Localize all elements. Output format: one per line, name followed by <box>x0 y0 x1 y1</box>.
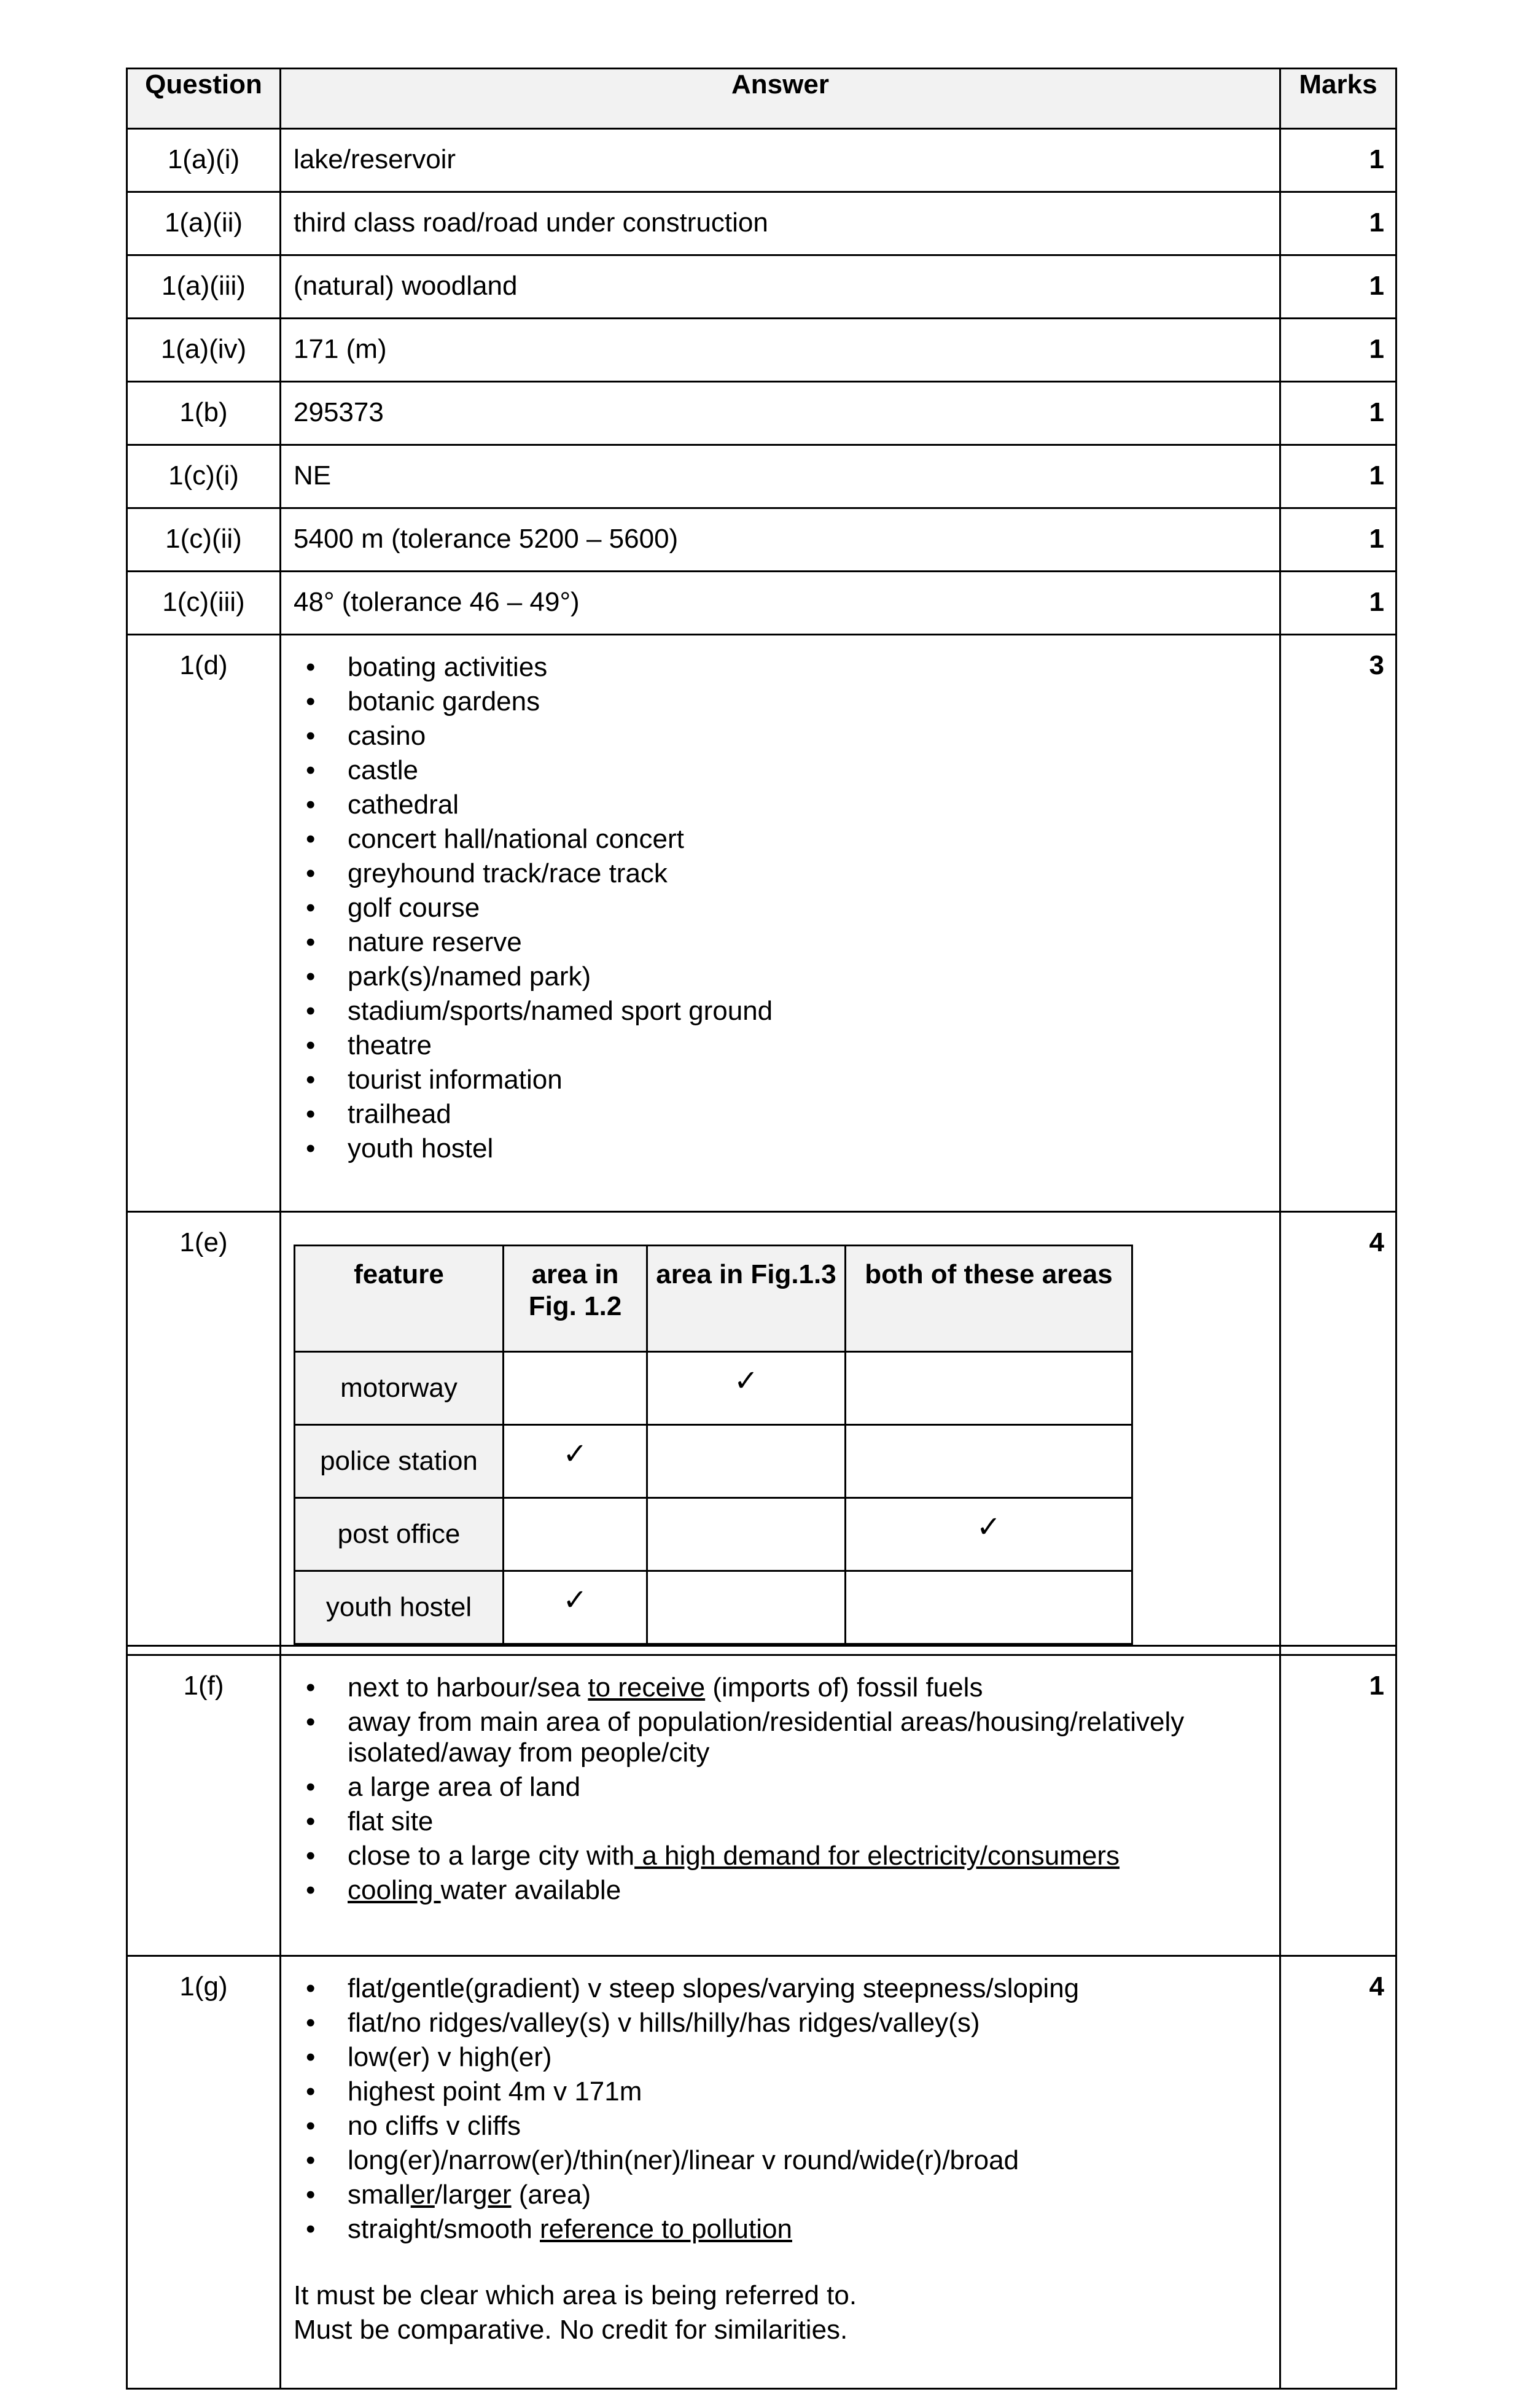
list-item: • nature reserve <box>294 925 1267 960</box>
tick-icon: ✓ <box>563 1584 588 1617</box>
list-item: • long(er)/narrow(er)/thin(ner)/linear v round/wide(r)/broad <box>294 2143 1267 2178</box>
feature-table <box>294 1245 1133 1645</box>
marks-value: 1 <box>1280 382 1396 445</box>
feature-table-header <box>295 1246 1132 1352</box>
marks-value: 4 <box>1280 1212 1396 1646</box>
tick-cell <box>846 1498 1132 1571</box>
answer-text: lake/reservoir <box>281 129 1280 192</box>
marks-value: 1 <box>1280 192 1396 255</box>
tick-cell <box>846 1352 1132 1425</box>
question-number: 1(g) <box>127 1956 281 2389</box>
list-item: • castle <box>294 753 1267 788</box>
list-item: • theatre <box>294 1028 1267 1063</box>
feature-name: post office <box>295 1498 504 1571</box>
answer-text: 5400 m (tolerance 5200 – 5600) <box>281 508 1280 572</box>
feature-row <box>295 1352 1132 1425</box>
list-item: • botanic gardens <box>294 685 1267 719</box>
question-number: 1(c)(i) <box>127 445 281 508</box>
marks-value: 1 <box>1280 319 1396 382</box>
marks-value: 1 <box>1280 255 1396 319</box>
list-item: • smaller/larger (area) <box>294 2178 1267 2212</box>
list-item: • low(er) v high(er) <box>294 2040 1267 2075</box>
marks-header: Marks <box>1280 69 1396 129</box>
list-item: • flat/no ridges/valley(s) v hills/hilly/has ridges/valley(s) <box>294 2006 1267 2040</box>
answer-header: Answer <box>281 69 1280 129</box>
answer-text: (natural) woodland <box>281 255 1280 319</box>
table-row <box>127 129 1396 192</box>
feature-row <box>295 1498 1132 1571</box>
feature-name: police station <box>295 1425 504 1498</box>
row-separator <box>127 1646 1396 1655</box>
table-row <box>127 382 1396 445</box>
list-item: • close to a large city with a high demand for electricity/consumers <box>294 1839 1267 1873</box>
list-item: • tourist information <box>294 1063 1267 1097</box>
list-item: • casino <box>294 719 1267 753</box>
table-row <box>127 508 1396 572</box>
note-line: Must be comparative. No credit for similarities. <box>294 2315 848 2345</box>
list-item: • flat site <box>294 1804 1267 1839</box>
tick-icon: ✓ <box>976 1511 1002 1544</box>
question-number: 1(a)(i) <box>127 129 281 192</box>
list-item: • cooling water available <box>294 1873 1267 1908</box>
tick-cell <box>647 1425 846 1498</box>
list-item: • golf course <box>294 891 1267 925</box>
feature-row <box>295 1425 1132 1498</box>
answer-text: 48° (tolerance 46 – 49°) <box>281 572 1280 635</box>
list-item: • trailhead <box>294 1097 1267 1132</box>
list-item: • concert hall/national concert <box>294 822 1267 856</box>
marks-value: 1 <box>1280 572 1396 635</box>
list-item: • straight/smooth reference to pollution <box>294 2212 1267 2247</box>
tick-icon: ✓ <box>563 1438 588 1470</box>
fig13-header: area in Fig.1.3 <box>647 1246 846 1352</box>
table-row <box>127 1956 1396 2389</box>
list-item: • boating activities <box>294 650 1267 685</box>
question-number: 1(d) <box>127 635 281 1212</box>
tick-icon: ✓ <box>733 1365 759 1397</box>
list-item: • a large area of land <box>294 1770 1267 1804</box>
question-number: 1(a)(iv) <box>127 319 281 382</box>
both-header: both of these areas <box>846 1246 1132 1352</box>
answer-text: third class road/road under construction <box>281 192 1280 255</box>
marks-value: 1 <box>1280 445 1396 508</box>
question-number: 1(c)(iii) <box>127 572 281 635</box>
list-item: • highest point 4m v 171m <box>294 2075 1267 2109</box>
list-item: • next to harbour/sea to receive (imports of) fossil fuels <box>294 1671 1267 1705</box>
question-number: 1(a)(ii) <box>127 192 281 255</box>
bullet-list <box>294 1971 1267 2247</box>
answer-feature-table-cell <box>281 1212 1280 1646</box>
tick-cell <box>504 1498 647 1571</box>
list-item: • away from main area of population/residential areas/housing/relatively isolated/away from people/city <box>294 1707 1267 1768</box>
list-item: • cathedral <box>294 788 1267 822</box>
tick-cell <box>504 1571 647 1644</box>
question-number: 1(a)(iii) <box>127 255 281 319</box>
list-item: • flat/gentle(gradient) v steep slopes/varying steepness/sloping <box>294 1971 1267 2006</box>
mark-scheme-page <box>126 68 1395 2390</box>
question-number: 1(e) <box>127 1212 281 1646</box>
feature-name: motorway <box>295 1352 504 1425</box>
question-number: 1(b) <box>127 382 281 445</box>
feature-row <box>295 1571 1132 1644</box>
feature-header: feature <box>295 1246 504 1352</box>
answer-text: NE <box>281 445 1280 508</box>
tick-cell <box>647 1498 846 1571</box>
marks-value: 1 <box>1280 129 1396 192</box>
marks-value: 3 <box>1280 635 1396 1212</box>
list-item: • greyhound track/race track <box>294 856 1267 891</box>
question-number: 1(f) <box>127 1655 281 1956</box>
table-row <box>127 572 1396 635</box>
list-item: • no cliffs v cliffs <box>294 2109 1267 2143</box>
question-header: Question <box>127 69 281 129</box>
table-row <box>127 255 1396 319</box>
table-row <box>127 1212 1396 1646</box>
tick-cell <box>647 1571 846 1644</box>
table-row <box>127 445 1396 508</box>
bullet-list <box>294 650 1267 1166</box>
tick-cell <box>647 1352 846 1425</box>
answer-list <box>281 1655 1280 1956</box>
answer-text: 295373 <box>281 382 1280 445</box>
mark-scheme-table <box>126 68 1397 2390</box>
question-number: 1(c)(ii) <box>127 508 281 572</box>
list-item: • stadium/sports/named sport ground <box>294 994 1267 1028</box>
table-row <box>127 1655 1396 1956</box>
fig12-header: area in Fig. 1.2 <box>504 1246 647 1352</box>
marks-value: 1 <box>1280 508 1396 572</box>
tick-cell <box>846 1425 1132 1498</box>
answer-text: 171 (m) <box>281 319 1280 382</box>
answer-list <box>281 635 1280 1212</box>
table-row <box>127 192 1396 255</box>
tick-cell <box>504 1352 647 1425</box>
table-row <box>127 319 1396 382</box>
marks-value: 1 <box>1280 1655 1396 1956</box>
marks-value: 4 <box>1280 1956 1396 2389</box>
header-row <box>127 69 1396 129</box>
feature-name: youth hostel <box>295 1571 504 1644</box>
list-item: • park(s)/named park) <box>294 960 1267 994</box>
bullet-list <box>294 1671 1267 1908</box>
tick-cell <box>846 1571 1132 1644</box>
answer-list <box>281 1956 1280 2389</box>
tick-cell <box>504 1425 647 1498</box>
note-line: It must be clear which area is being referred to. <box>294 2280 857 2310</box>
list-item: • youth hostel <box>294 1132 1267 1166</box>
table-row <box>127 635 1396 1212</box>
marking-note <box>294 2278 1267 2347</box>
